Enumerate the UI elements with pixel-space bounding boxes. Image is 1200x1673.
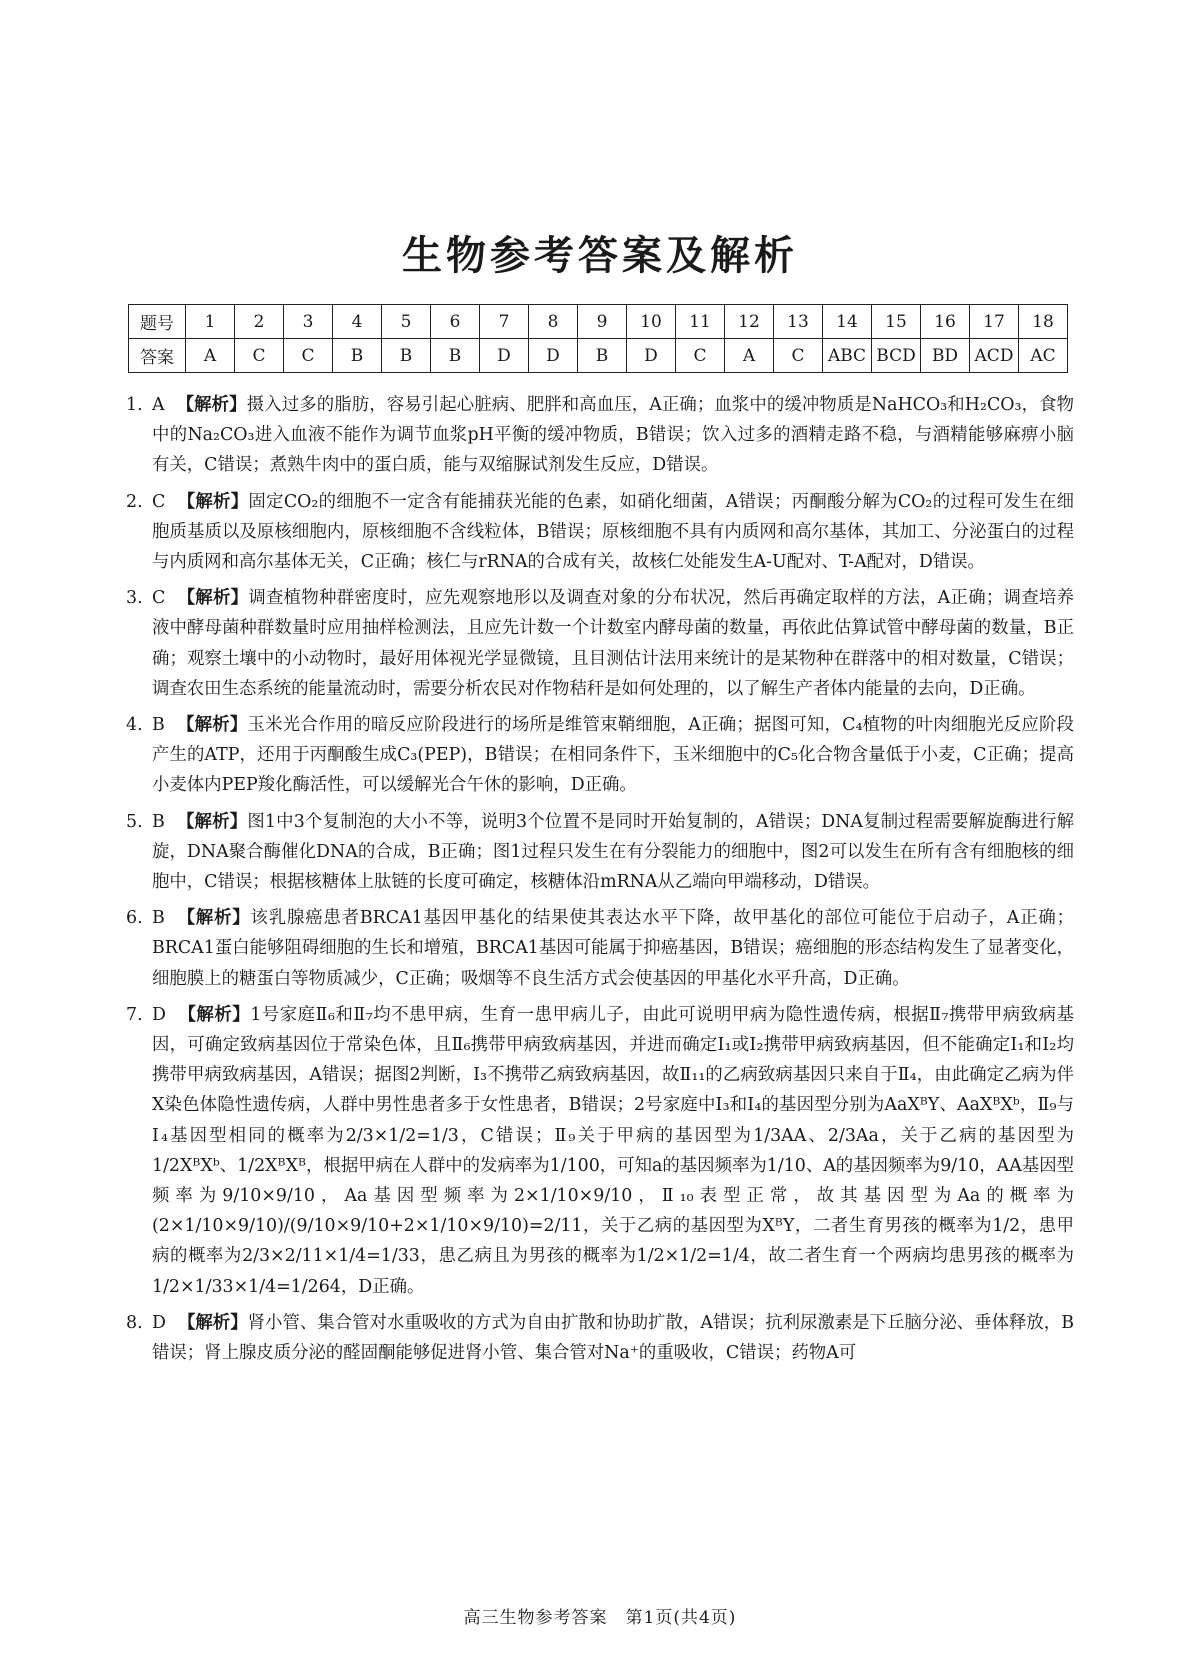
analysis-tag: 【解析】 bbox=[177, 491, 249, 512]
question-number-cell: 18 bbox=[1019, 305, 1068, 339]
answer-cell: B bbox=[431, 339, 480, 373]
answer-cell: D bbox=[627, 339, 676, 373]
answer-cell: B bbox=[333, 339, 382, 373]
item-answer: C bbox=[152, 491, 166, 512]
item-text: 调查植物种群密度时，应先观察地形以及调查对象的分布状况，然后再确定取样的方法，A正确；调查培养液中酵母菌种群数量时应用抽样检测法，且应先计数一个计数室内酵母菌的数量，再依此估算试管中酵母菌的数量，B正确；观察土壤中的小动物时，最好用体视光学显微镜，且目测估计法用来统计的是某物种在群落中的相对数量，C错误；调查农田生态系统的能量流动时，需要分析农民对作物秸秆是如何处理的，以了解生产者体内能量的去向，D正确。 bbox=[152, 588, 1074, 699]
row-label: 答案 bbox=[129, 339, 186, 373]
item-number: 8. bbox=[126, 1312, 143, 1333]
question-number-cell: 13 bbox=[774, 305, 823, 339]
question-number-cell: 17 bbox=[970, 305, 1019, 339]
answer-cell: ACD bbox=[970, 339, 1019, 373]
answer-cell: B bbox=[578, 339, 627, 373]
answer-cell: AC bbox=[1019, 339, 1068, 373]
item-text: 玉米光合作用的暗反应阶段进行的场所是维管束鞘细胞，A正确；据图可知，C₄植物的叶肉细胞光反应阶段产生的ATP，还用于丙酮酸生成C₃(PEP)，B错误；在相同条件下，玉米细胞中的C₅化合物含量低于小麦，C正确；提高小麦体内PEP羧化酶活性，可以缓解光合午休的影响，D正确。 bbox=[152, 715, 1074, 796]
item-answer: C bbox=[152, 588, 166, 609]
analysis-tag: 【解析】 bbox=[177, 1312, 248, 1333]
explanation-item bbox=[126, 390, 1074, 481]
question-number-cell: 9 bbox=[578, 305, 627, 339]
question-number-row bbox=[129, 305, 1068, 339]
explanation-item bbox=[126, 1000, 1074, 1302]
answer-row bbox=[129, 339, 1068, 373]
question-number-cell: 11 bbox=[676, 305, 725, 339]
question-number-cell: 8 bbox=[529, 305, 578, 339]
question-number-cell: 10 bbox=[627, 305, 676, 339]
explanation-item bbox=[126, 903, 1074, 994]
answer-cell: D bbox=[480, 339, 529, 373]
question-number-cell: 3 bbox=[284, 305, 333, 339]
answer-cell: A bbox=[725, 339, 774, 373]
question-number-cell: 2 bbox=[235, 305, 284, 339]
analysis-tag: 【解析】 bbox=[177, 588, 249, 609]
explanation-item bbox=[126, 807, 1074, 898]
answer-cell: C bbox=[235, 339, 284, 373]
answer-cell: C bbox=[676, 339, 725, 373]
answer-cell: BD bbox=[921, 339, 970, 373]
item-answer: D bbox=[152, 1004, 166, 1025]
item-number: 3. bbox=[126, 588, 143, 609]
question-number-cell: 5 bbox=[382, 305, 431, 339]
explanation-item bbox=[126, 487, 1074, 578]
item-number: 1. bbox=[126, 395, 143, 415]
question-number-cell: 15 bbox=[872, 305, 921, 339]
analysis-tag: 【解析】 bbox=[177, 1004, 251, 1025]
answer-cell: B bbox=[382, 339, 431, 373]
question-number-cell: 14 bbox=[823, 305, 872, 339]
page-title: 生物参考答案及解析 bbox=[402, 233, 798, 279]
item-answer: D bbox=[152, 1312, 166, 1333]
item-number: 6. bbox=[126, 908, 143, 929]
answer-cell: C bbox=[284, 339, 333, 373]
answer-cell: ABC bbox=[823, 339, 872, 373]
item-number: 4. bbox=[126, 715, 143, 736]
answer-table bbox=[128, 304, 1068, 373]
item-answer: A bbox=[152, 395, 165, 415]
answer-cell: A bbox=[186, 339, 235, 373]
explanation-item bbox=[126, 583, 1074, 704]
question-number-cell: 7 bbox=[480, 305, 529, 339]
analysis-tag: 【解析】 bbox=[176, 811, 248, 832]
item-answer: B bbox=[152, 811, 165, 832]
item-text: 图1中3个复制泡的大小不等，说明3个位置不是同时开始复制的，A错误；DNA复制过程需要解旋酶进行解旋，DNA聚合酶催化DNA的合成，B正确；图1过程只发生在有分裂能力的细胞中，图2可以发生在所有含有细胞核的细胞中，C错误；根据核糖体上肽链的长度可确定，核糖体沿mRNA从乙端向甲端移动，D错误。 bbox=[152, 811, 1074, 893]
explanations bbox=[126, 390, 1074, 1374]
answer-cell: C bbox=[774, 339, 823, 373]
item-text: 1号家庭Ⅱ₆和Ⅱ₇均不患甲病，生育一患甲病儿子，由此可说明甲病为隐性遗传病，根据Ⅱ₇携带甲病致病基因，可确定致病基因位于常染色体，且Ⅱ₆携带甲病致病基因，并进而确定Ⅰ₁或Ⅰ₂携带甲病致病基因，但不能确定Ⅰ₁和Ⅰ₂均携带甲病致病基因，A错误；据图2判断，Ⅰ₃不携带乙病致病基因，故Ⅱ₁₁的乙病致病基因只来自于Ⅱ₄，由此确定乙病为伴X染色体隐性遗传病，人群中男性患者多于女性患者，B错误；2号家庭中Ⅰ₃和Ⅰ₄的基因型分别为AaXᴮY、AaXᴮXᵇ，Ⅱ₉与Ⅰ₄基因型相同的概率为2/3×1/2=1/3，C错误；Ⅱ₉关于甲病的基因型为1/3AA、2/3Aa，关于乙病的基因型为1/2XᴮXᵇ、1/2XᴮXᴮ，根据甲病在人群中的发病率为1/100，可知a的基因频率为1/10、A的基因频率为9/10，AA基因型频率为9/10×9/10，Aa基因型频率为2×1/10×9/10，Ⅱ₁₀表型正常，故其基因型为Aa的概率为(2×1/10×9/10)/(9/10×9/10+2×1/10×9/10)=2/11，关于乙病的基因型为XᴮY，二者生育男孩的概率为1/2，患甲病的概率为2/3×2/11×1/4=1/33，患乙病且为男孩的概率为1/2×1/2=1/4，故二者生育一个两病均患男孩的概率为1/2×1/33×1/4=1/264，D正确。 bbox=[152, 1004, 1074, 1297]
page-footer: 高三生物参考答案 第1页(共4页) bbox=[463, 1608, 737, 1628]
item-answer: B bbox=[152, 715, 165, 736]
item-number: 5. bbox=[126, 811, 143, 832]
question-number-cell: 16 bbox=[921, 305, 970, 339]
analysis-tag: 【解析】 bbox=[176, 395, 247, 415]
question-number-cell: 1 bbox=[186, 305, 235, 339]
question-number-cell: 6 bbox=[431, 305, 480, 339]
item-text: 肾小管、集合管对水重吸收的方式为自由扩散和协助扩散，A错误；抗利尿激素是下丘脑分泌、垂体释放，B错误；肾上腺皮质分泌的醛固酮能够促进肾小管、集合管对Na⁺的重吸收，C错误；药物A可 bbox=[152, 1312, 1074, 1364]
item-number: 7. bbox=[126, 1004, 143, 1025]
item-text: 摄入过多的脂肪，容易引起心脏病、肥胖和高血压，A正确；血浆中的缓冲物质是NaHCO₃和H₂CO₃，食物中的Na₂CO₃进入血液不能作为调节血浆pH平衡的缓冲物质，B错误；饮入过多的酒精走路不稳，与酒精能够麻痹小脑有关，C错误；煮熟牛肉中的蛋白质，能与双缩脲试剂发生反应，D错误。 bbox=[152, 395, 1074, 476]
answer-cell: BCD bbox=[872, 339, 921, 373]
explanation-item bbox=[126, 710, 1074, 801]
item-text: 该乳腺癌患者BRCA1基因甲基化的结果使其表达水平下降，故甲基化的部位可能位于启动子，A正确；BRCA1蛋白能够阻碍细胞的生长和增殖，BRCA1基因可能属于抑癌基因，B错误；癌细胞的形态结构发生了显著变化，细胞膜上的糖蛋白等物质减少，C正确；吸烟等不良生活方式会使基因的甲基化水平升高，D正确。 bbox=[152, 908, 1074, 989]
explanation-item bbox=[126, 1308, 1074, 1368]
row-label: 题号 bbox=[129, 305, 186, 339]
question-number-cell: 12 bbox=[725, 305, 774, 339]
answer-cell: D bbox=[529, 339, 578, 373]
question-number-cell: 4 bbox=[333, 305, 382, 339]
analysis-tag: 【解析】 bbox=[176, 715, 248, 736]
item-number: 2. bbox=[126, 491, 143, 512]
item-text: 固定CO₂的细胞不一定含有能捕获光能的色素，如硝化细菌，A错误；丙酮酸分解为CO₂的过程可发生在细胞质基质以及原核细胞内，原核细胞不含线粒体，B错误；原核细胞不具有内质网和高尔基体，其加工、分泌蛋白的过程与内质网和高尔基体无关，C正确；核仁与rRNA的合成有关，故核仁处能发生A-U配对、T-A配对，D错误。 bbox=[152, 491, 1074, 573]
analysis-tag: 【解析】 bbox=[176, 908, 251, 929]
item-answer: B bbox=[152, 908, 165, 929]
